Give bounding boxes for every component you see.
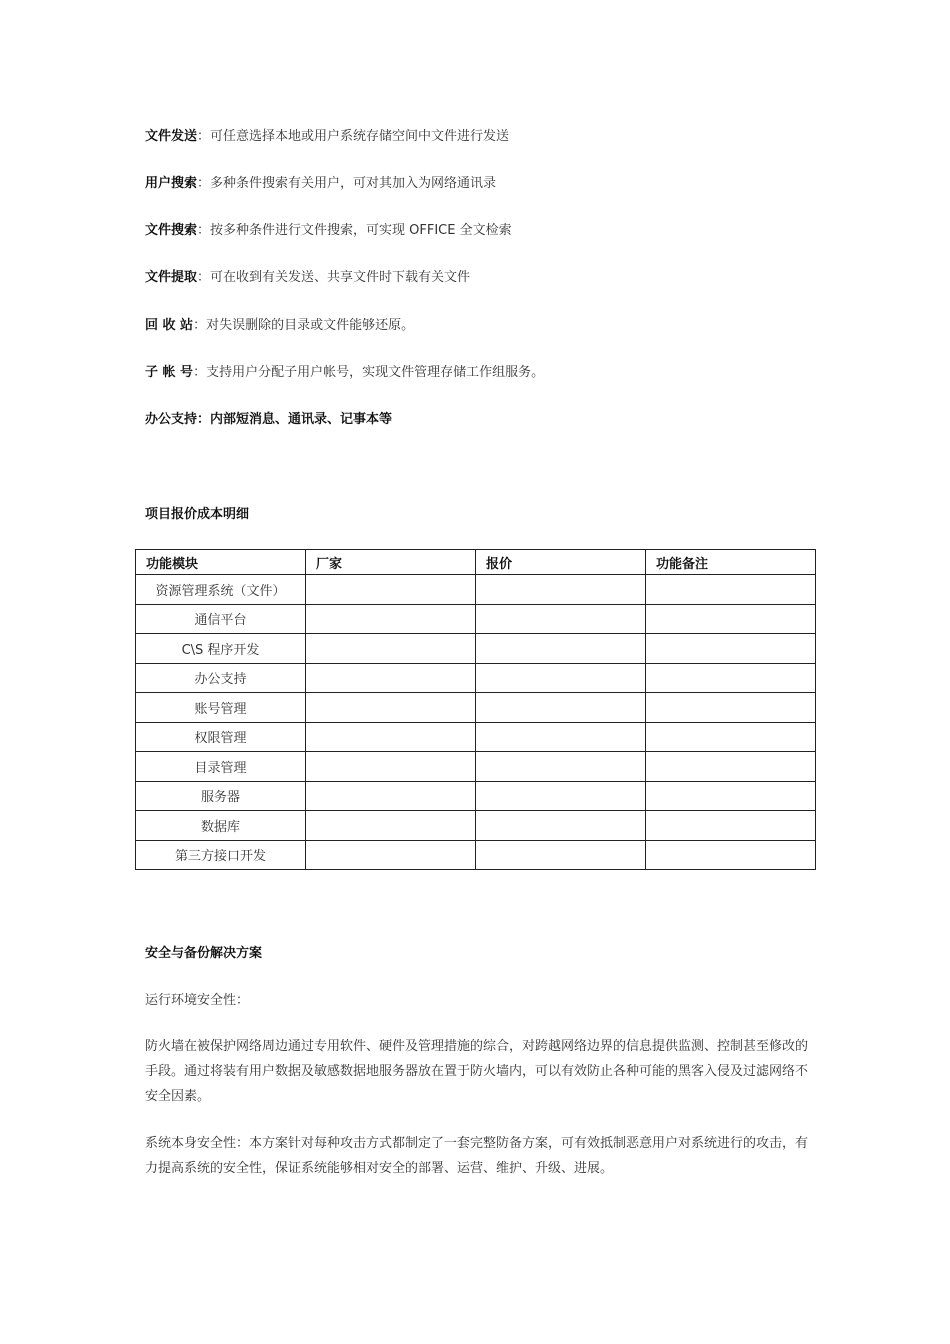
feature-item	[145, 316, 414, 336]
notes-cell	[646, 663, 816, 693]
notes-cell	[646, 781, 816, 811]
module-cell: 权限管理	[136, 722, 306, 752]
quote-table	[135, 549, 816, 870]
price-cell	[476, 811, 646, 841]
feature-desc: 可任意选择本地或用户系统存储空间中文件进行发送	[210, 129, 510, 144]
feature-item	[145, 268, 470, 288]
module-cell: C\S 程序开发	[136, 634, 306, 664]
table-row	[136, 604, 816, 634]
feature-desc: 按多种条件进行文件搜索，可实现 OFFICE 全文检索	[210, 223, 512, 238]
feature-separator: ：	[197, 129, 211, 144]
feature-desc: 支持用户分配子用户帐号，实现文件管理存储工作组服务。	[206, 365, 545, 380]
vendor-cell	[306, 722, 476, 752]
module-cell: 资源管理系统（文件）	[136, 575, 306, 605]
notes-cell	[646, 752, 816, 782]
price-cell	[476, 722, 646, 752]
table-row	[136, 663, 816, 693]
notes-cell	[646, 634, 816, 664]
module-cell: 办公支持	[136, 663, 306, 693]
vendor-cell	[306, 781, 476, 811]
feature-term: 文件发送	[145, 129, 198, 144]
price-cell	[476, 663, 646, 693]
notes-cell	[646, 604, 816, 634]
module-cell: 服务器	[136, 781, 306, 811]
vendor-cell	[306, 604, 476, 634]
security-section-title: 安全与备份解决方案	[145, 946, 263, 961]
feature-desc: 对失误删除的目录或文件能够还原。	[206, 318, 415, 333]
feature-desc: 可在收到有关发送、共享文件时下载有关文件	[210, 270, 471, 285]
notes-cell	[646, 811, 816, 841]
price-cell	[476, 634, 646, 664]
price-cell	[476, 840, 646, 870]
vendor-cell	[306, 634, 476, 664]
feature-separator: ：	[193, 318, 207, 333]
feature-separator: ：	[197, 223, 211, 238]
table-row	[136, 752, 816, 782]
feature-term: 用户搜索	[145, 176, 198, 191]
feature-term: 子 帐 号	[145, 365, 194, 380]
vendor-cell	[306, 840, 476, 870]
notes-cell	[646, 840, 816, 870]
vendor-cell	[306, 693, 476, 723]
feature-item	[145, 221, 512, 241]
feature-separator: ：	[197, 176, 211, 191]
column-header-notes: 功能备注	[646, 550, 816, 575]
module-cell: 目录管理	[136, 752, 306, 782]
table-row	[136, 811, 816, 841]
column-header-vendor: 厂家	[306, 550, 476, 575]
column-header-price: 报价	[476, 550, 646, 575]
feature-item	[145, 363, 544, 383]
feature-term: 办公支持：内部短消息、通讯录、记事本等	[145, 412, 393, 427]
notes-cell	[646, 575, 816, 605]
feature-item	[145, 174, 496, 194]
module-cell: 数据库	[136, 811, 306, 841]
price-cell	[476, 604, 646, 634]
quote-section-title: 项目报价成本明细	[145, 507, 250, 522]
table-row	[136, 722, 816, 752]
table-row	[136, 575, 816, 605]
table-row	[136, 634, 816, 664]
table-header-row	[136, 550, 816, 575]
price-cell	[476, 752, 646, 782]
table-row	[136, 840, 816, 870]
feature-separator: ：	[193, 365, 207, 380]
module-cell: 账号管理	[136, 693, 306, 723]
price-cell	[476, 575, 646, 605]
security-paragraph: 防火墙在被保护网络周边通过专用软件、硬件及管理措施的综合，对跨越网络边界的信息提供监测、控制甚至修改的手段。通过将装有用户数据及敏感数据地服务器放在置于防火墙内，可以有效防止各种可能的黑客入侵及过滤网络不安全因素。	[145, 1039, 809, 1104]
notes-cell	[646, 693, 816, 723]
table-row	[136, 693, 816, 723]
vendor-cell	[306, 575, 476, 605]
feature-desc: 多种条件搜索有关用户，可对其加入为网络通讯录	[210, 176, 497, 191]
vendor-cell	[306, 752, 476, 782]
security-subtitle: 运行环境安全性：	[145, 993, 250, 1008]
price-cell	[476, 693, 646, 723]
vendor-cell	[306, 811, 476, 841]
feature-item	[145, 127, 509, 147]
vendor-cell	[306, 663, 476, 693]
table-row	[136, 781, 816, 811]
security-paragraph: 系统本身安全性：本方案针对每种攻击方式都制定了一套完整防备方案，可有效抵制恶意用户对系统进行的攻击，有力提高系统的安全性，保证系统能够相对安全的部署、运营、维护、升级、进展。	[145, 1136, 809, 1176]
feature-term: 文件提取	[145, 270, 198, 285]
module-cell: 通信平台	[136, 604, 306, 634]
feature-item	[145, 410, 392, 430]
column-header-module: 功能模块	[136, 550, 306, 575]
feature-separator: ：	[197, 270, 211, 285]
price-cell	[476, 781, 646, 811]
module-cell: 第三方接口开发	[136, 840, 306, 870]
feature-term: 文件搜索	[145, 223, 198, 238]
feature-term: 回 收 站	[145, 318, 194, 333]
notes-cell	[646, 722, 816, 752]
